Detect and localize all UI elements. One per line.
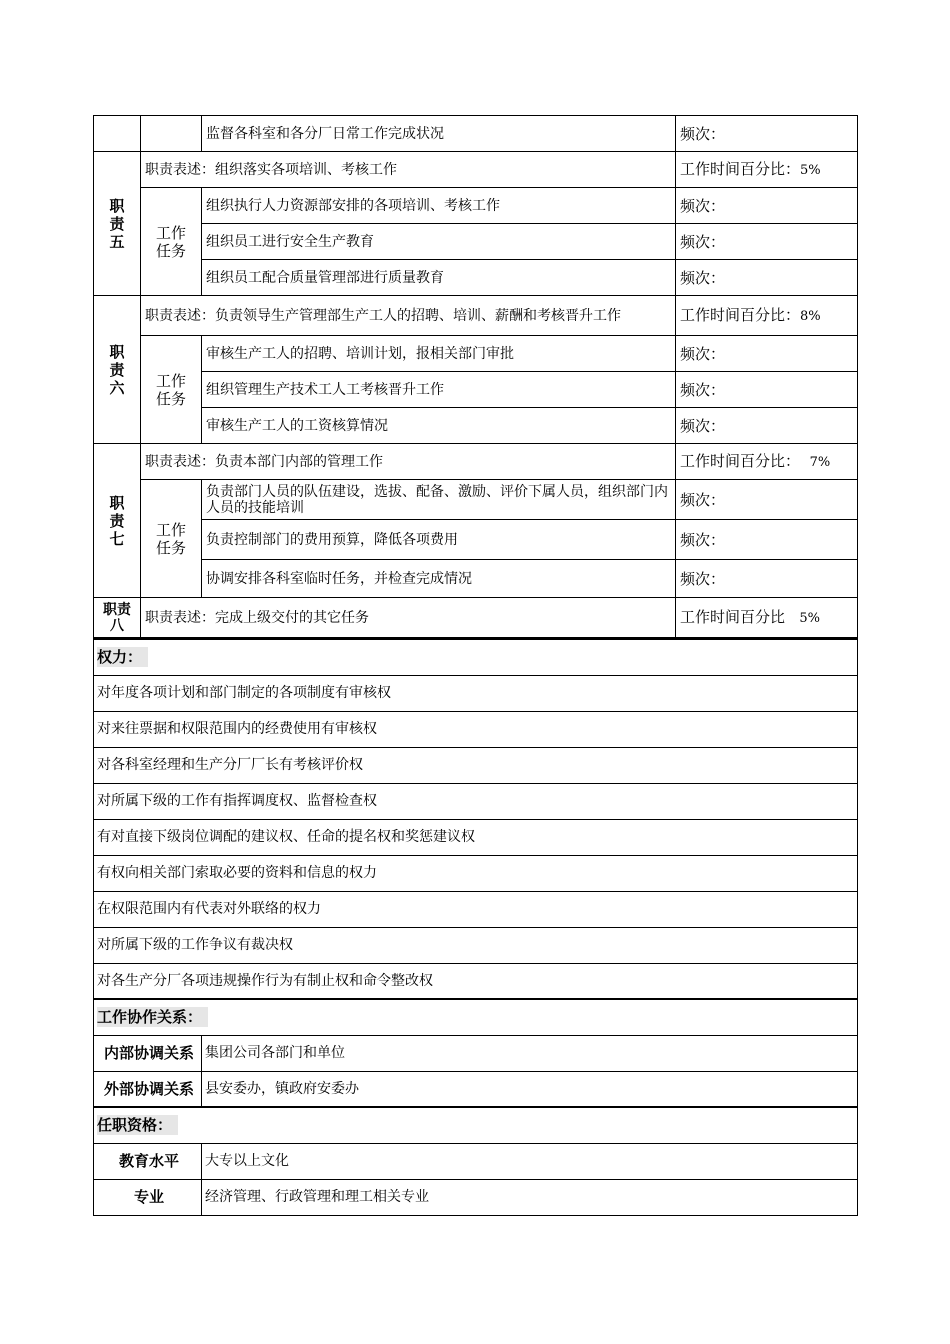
task-header: 工作任务 xyxy=(141,188,202,296)
duty-5-percent: 工作时间百分比：5% xyxy=(676,152,858,188)
task-text: 审核生产工人的招聘、培训计划，报相关部门审批 xyxy=(202,336,676,372)
table-row xyxy=(94,188,858,224)
qualifications-section-title: 任职资格： xyxy=(94,1107,858,1143)
list-item xyxy=(94,675,858,711)
major-value: 经济管理、行政管理和理工相关专业 xyxy=(202,1179,858,1215)
frequency-cell: 频次： xyxy=(676,260,858,296)
task-text: 监督各科室和各分厂日常工作完成状况 xyxy=(202,116,676,152)
table-row xyxy=(94,999,858,1035)
list-item xyxy=(94,927,858,963)
list-item xyxy=(94,783,858,819)
list-item xyxy=(94,747,858,783)
duty-6-label: 职责六 xyxy=(94,296,141,444)
power-item: 有权向相关部门索取必要的资料和信息的权力 xyxy=(94,855,858,891)
duty-8-description: 职责表述：完成上级交付的其它任务 xyxy=(141,598,676,638)
table-row xyxy=(94,260,858,296)
duty-5-label: 职责五 xyxy=(94,152,141,296)
task-text: 组织执行人力资源部安排的各项培训、考核工作 xyxy=(202,188,676,224)
task-header: 工作任务 xyxy=(141,336,202,444)
list-item xyxy=(94,819,858,855)
table-row xyxy=(94,372,858,408)
frequency-cell: 频次： xyxy=(676,520,858,560)
task-text: 协调安排各科室临时任务，并检查完成情况 xyxy=(202,560,676,598)
duty-8-percent: 工作时间百分比 5% xyxy=(676,598,858,638)
list-item xyxy=(94,891,858,927)
table-row xyxy=(94,1107,858,1143)
external-relations-value: 县安委办，镇政府安委办 xyxy=(202,1071,858,1107)
table-row xyxy=(94,1179,858,1215)
power-item: 对各科室经理和生产分厂厂长有考核评价权 xyxy=(94,747,858,783)
task-header: 工作任务 xyxy=(141,480,202,598)
power-item: 对来往票据和权限范围内的经费使用有审核权 xyxy=(94,711,858,747)
duty-6-percent: 工作时间百分比：8% xyxy=(676,296,858,336)
table-row xyxy=(94,1071,858,1107)
internal-relations-label: 内部协调关系 xyxy=(94,1035,202,1071)
frequency-cell: 频次： xyxy=(676,336,858,372)
education-value: 大专以上文化 xyxy=(202,1143,858,1179)
task-text: 负责部门人员的队伍建设，选拔、配备、激励、评价下属人员，组织部门内人员的技能培训 xyxy=(202,480,676,520)
empty-cell xyxy=(141,116,202,152)
major-label: 专业 xyxy=(94,1179,202,1215)
task-text: 审核生产工人的工资核算情况 xyxy=(202,408,676,444)
frequency-cell: 频次： xyxy=(676,560,858,598)
duty-8-label: 职责八 xyxy=(94,598,141,638)
duty-7-label: 职责七 xyxy=(94,444,141,598)
education-label: 教育水平 xyxy=(94,1143,202,1179)
table-row xyxy=(94,116,858,152)
job-description-document xyxy=(93,115,857,1216)
powers-table xyxy=(93,638,858,1216)
list-item xyxy=(94,963,858,999)
duty-6-description: 职责表述：负责领导生产管理部生产工人的招聘、培训、薪酬和考核晋升工作 xyxy=(141,296,676,336)
table-row xyxy=(94,1035,858,1071)
internal-relations-value: 集团公司各部门和单位 xyxy=(202,1035,858,1071)
power-item: 在权限范围内有代表对外联络的权力 xyxy=(94,891,858,927)
table-row xyxy=(94,1143,858,1179)
frequency-cell: 频次： xyxy=(676,480,858,520)
empty-cell xyxy=(94,116,141,152)
table-row xyxy=(94,444,858,480)
power-item: 对各生产分厂各项违规操作行为有制止权和命令整改权 xyxy=(94,963,858,999)
power-item: 有对直接下级岗位调配的建议权、任命的提名权和奖惩建议权 xyxy=(94,819,858,855)
external-relations-label: 外部协调关系 xyxy=(94,1071,202,1107)
duty-7-description: 职责表述：负责本部门内部的管理工作 xyxy=(141,444,676,480)
table-row xyxy=(94,520,858,560)
task-text: 组织员工进行安全生产教育 xyxy=(202,224,676,260)
duty-7-percent: 工作时间百分比： 7% xyxy=(676,444,858,480)
table-row xyxy=(94,639,858,675)
table-row xyxy=(94,560,858,598)
frequency-cell: 频次： xyxy=(676,372,858,408)
task-text: 负责控制部门的费用预算，降低各项费用 xyxy=(202,520,676,560)
frequency-cell: 频次： xyxy=(676,116,858,152)
frequency-cell: 频次： xyxy=(676,224,858,260)
table-row xyxy=(94,224,858,260)
table-row xyxy=(94,408,858,444)
frequency-cell: 频次： xyxy=(676,408,858,444)
table-row xyxy=(94,598,858,638)
power-item: 对所属下级的工作有指挥调度权、监督检查权 xyxy=(94,783,858,819)
list-item xyxy=(94,855,858,891)
frequency-cell: 频次： xyxy=(676,188,858,224)
task-text: 组织员工配合质量管理部进行质量教育 xyxy=(202,260,676,296)
list-item xyxy=(94,711,858,747)
power-item: 对所属下级的工作争议有裁决权 xyxy=(94,927,858,963)
table-row xyxy=(94,336,858,372)
table-row xyxy=(94,480,858,520)
duties-table xyxy=(93,115,858,638)
task-text: 组织管理生产技术工人工考核晋升工作 xyxy=(202,372,676,408)
powers-section-title: 权力： xyxy=(94,639,858,675)
table-row xyxy=(94,296,858,336)
duty-5-description: 职责表述：组织落实各项培训、考核工作 xyxy=(141,152,676,188)
power-item: 对年度各项计划和部门制定的各项制度有审核权 xyxy=(94,675,858,711)
relations-section-title: 工作协作关系： xyxy=(94,999,858,1035)
table-row xyxy=(94,152,858,188)
